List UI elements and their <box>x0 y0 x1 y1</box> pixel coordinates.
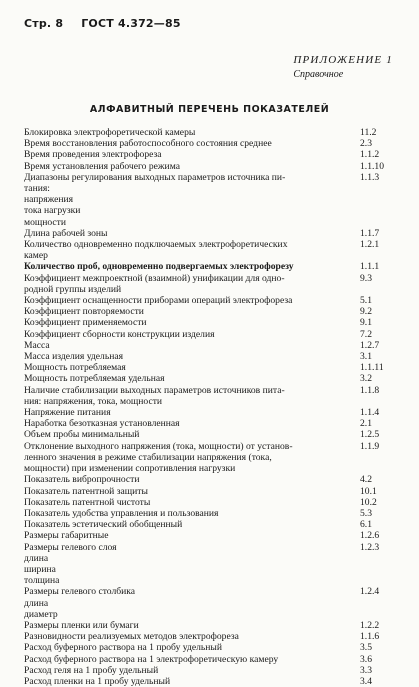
list-item <box>24 564 402 575</box>
standard-code: ГОСТ 4.372—85 <box>81 17 181 30</box>
indicator-term-line: Время восстановления работоспособного состояния среднее <box>24 138 272 150</box>
list-item <box>24 340 402 351</box>
indicator-code: 1.2.2 <box>360 619 380 631</box>
indicator-term-line: Коэффициент межпроектной (взаимной) унификации для одно- <box>24 272 285 284</box>
indicator-term-line: Показатель эстетический обобщенный <box>24 519 183 531</box>
indicator-term <box>24 676 360 687</box>
indicator-term-line: ширина <box>24 563 56 575</box>
indicator-code: 4.2 <box>360 474 372 486</box>
indicator-term-line: Количество одновременно подключаемых электрофоретических <box>24 239 288 251</box>
indicator-term-line: диаметр <box>24 608 58 620</box>
list-item <box>24 665 402 676</box>
indicator-term-line: Масса изделия удельная <box>24 351 124 363</box>
list-item <box>24 676 402 687</box>
list-item <box>24 508 402 519</box>
indicator-term <box>24 340 360 351</box>
indicator-code: 9.1 <box>360 317 372 329</box>
indicator-code: 10.2 <box>360 496 377 508</box>
indicator-term-line: Расход пленки на 1 пробу удельный <box>24 675 171 687</box>
list-item <box>24 329 402 340</box>
list-item <box>24 295 402 306</box>
indicator-term-line: Расход геля на 1 пробу удельный <box>24 664 159 676</box>
indicator-term <box>24 239 360 261</box>
list-item <box>24 609 402 620</box>
indicator-code: 1.1.10 <box>360 160 384 172</box>
indicator-code: 1.1.4 <box>360 407 380 419</box>
list-item <box>24 149 402 160</box>
indicator-term-line: Показатель патентной защиты <box>24 485 148 497</box>
indicator-term-line: Длина рабочей зоны <box>24 227 108 239</box>
indicator-term-line: Блокировка электрофоретической камеры <box>24 127 196 138</box>
indicator-term <box>24 564 360 575</box>
indicator-term <box>24 362 360 373</box>
indicator-code: 1.1.6 <box>360 631 380 643</box>
indicator-list <box>24 127 402 687</box>
indicator-code: 3.3 <box>360 664 372 676</box>
page-title: АЛФАВИТНЫЙ ПЕРЕЧЕНЬ ПОКАЗАТЕЛЕЙ <box>89 104 330 115</box>
indicator-code: 1.2.5 <box>360 429 380 441</box>
indicator-term <box>24 530 360 541</box>
indicator-term-line: напряжения <box>24 194 74 206</box>
list-item <box>24 161 402 172</box>
indicator-term-line: Коэффициент применяемости <box>24 317 147 329</box>
page-header <box>24 17 181 30</box>
indicator-code: 1.2.4 <box>360 586 380 598</box>
indicator-term-line: Размеры габаритные <box>24 530 109 542</box>
indicator-term <box>24 407 360 418</box>
list-item <box>24 273 402 295</box>
list-item <box>24 553 402 564</box>
indicator-code: 1.1.3 <box>360 171 380 183</box>
indicator-code: 1.1.7 <box>360 227 380 239</box>
indicator-term <box>24 441 360 475</box>
appendix-label <box>293 54 393 80</box>
indicator-term <box>24 586 360 597</box>
indicator-term-line: Размеры гелевого столбика <box>24 586 136 598</box>
indicator-term <box>24 553 360 564</box>
indicator-term-line: Время проведения электрофореза <box>24 149 162 161</box>
indicator-code: 10.1 <box>360 485 377 497</box>
list-item <box>24 654 402 665</box>
indicator-term <box>24 127 360 138</box>
indicator-term <box>24 228 360 239</box>
indicator-term <box>24 295 360 306</box>
indicator-term-line: Коэффициент повторяемости <box>24 306 144 318</box>
indicator-term <box>24 205 360 216</box>
indicator-term <box>24 261 360 272</box>
list-item <box>24 631 402 642</box>
indicator-term <box>24 351 360 362</box>
list-item <box>24 586 402 597</box>
indicator-term <box>24 609 360 620</box>
indicator-code: 9.3 <box>360 272 372 284</box>
indicator-code: 3.2 <box>360 373 372 385</box>
list-item <box>24 407 402 418</box>
list-item <box>24 620 402 631</box>
list-item <box>24 194 402 205</box>
indicator-term-line: Размеры пленки или бумаги <box>24 619 139 631</box>
indicator-term <box>24 598 360 609</box>
indicator-term-line: тока нагрузки <box>24 205 81 217</box>
indicator-term <box>24 306 360 317</box>
indicator-code: 11.2 <box>360 127 377 138</box>
indicator-code: 1.2.3 <box>360 541 380 553</box>
indicator-code: 2.3 <box>360 138 372 150</box>
indicator-code: 1.2.6 <box>360 530 380 542</box>
indicator-term-line: Показатель патентной чистоты <box>24 496 151 508</box>
indicator-term <box>24 519 360 530</box>
indicator-term-line: Мощность потребляемая <box>24 362 126 374</box>
indicator-term-line: ленного значения в режиме стабилизации напряжения (тока, <box>24 451 272 463</box>
appendix-title: ПРИЛОЖЕНИЕ 1 <box>293 54 393 66</box>
indicator-term-line: Напряжение питания <box>24 407 111 419</box>
indicator-term-line: Размеры гелевого слоя <box>24 541 117 553</box>
indicator-term <box>24 642 360 653</box>
indicator-term <box>24 418 360 429</box>
indicator-code: 1.1.9 <box>360 440 380 452</box>
indicator-code: 1.1.1 <box>360 261 380 273</box>
indicator-term <box>24 542 360 553</box>
indicator-term <box>24 329 360 340</box>
list-item <box>24 317 402 328</box>
list-item <box>24 474 402 485</box>
indicator-code: 1.1.8 <box>360 384 380 396</box>
list-item <box>24 642 402 653</box>
indicator-term <box>24 373 360 384</box>
indicator-term <box>24 497 360 508</box>
indicator-term <box>24 486 360 497</box>
list-item <box>24 373 402 384</box>
list-item <box>24 441 402 475</box>
indicator-code: 1.2.1 <box>360 239 380 251</box>
indicator-term-line: мощности) при изменении сопротивления нагрузки <box>24 463 236 475</box>
indicator-term-line: Расход буферного раствора на 1 пробу удельный <box>24 642 222 654</box>
indicator-term <box>24 665 360 676</box>
indicator-term <box>24 161 360 172</box>
list-item <box>24 542 402 553</box>
list-item <box>24 530 402 541</box>
indicator-code: 3.4 <box>360 675 372 687</box>
indicator-term <box>24 474 360 485</box>
indicator-term-line: ния: напряжения, тока, мощности <box>24 395 163 407</box>
indicator-code: 3.6 <box>360 653 372 665</box>
appendix-subtitle: Справочное <box>293 69 344 80</box>
list-item <box>24 351 402 362</box>
indicator-term-line: Коэффициент оснащенности приборами операций электрофореза <box>24 295 293 307</box>
indicator-code: 6.1 <box>360 519 372 531</box>
list-item <box>24 138 402 149</box>
indicator-code: 9.2 <box>360 306 372 318</box>
indicator-term-line: Объем пробы минимальный <box>24 429 140 441</box>
indicator-term <box>24 317 360 328</box>
indicator-code: 2.1 <box>360 418 372 430</box>
indicator-code: 7.2 <box>360 328 372 340</box>
indicator-term <box>24 575 360 586</box>
indicator-term-line: толщина <box>24 575 60 587</box>
indicator-term <box>24 620 360 631</box>
list-item <box>24 575 402 586</box>
indicator-term-line: Наработка безотказная установленная <box>24 418 180 430</box>
page-number: Стр. 8 <box>24 17 64 30</box>
indicator-term <box>24 172 360 194</box>
list-item <box>24 598 402 609</box>
indicator-code: 5.3 <box>360 507 372 519</box>
indicator-term-line: Показатель вибропрочности <box>24 474 140 486</box>
indicator-term <box>24 631 360 642</box>
indicator-term <box>24 654 360 665</box>
indicator-code: 3.5 <box>360 642 372 654</box>
indicator-term-line: камер <box>24 250 48 262</box>
indicator-term-line: тания: <box>24 183 50 195</box>
indicator-term <box>24 273 360 295</box>
indicator-term-line: Показатель удобства управления и пользования <box>24 507 219 519</box>
indicator-term-line: Коэффициент сборности конструкции изделия <box>24 328 215 340</box>
indicator-code: 1.1.11 <box>360 362 384 374</box>
indicator-term <box>24 508 360 519</box>
list-item <box>24 519 402 530</box>
indicator-term-line: родной группы изделий <box>24 283 122 295</box>
indicator-term-line: длина <box>24 552 49 564</box>
indicator-code: 5.1 <box>360 295 372 307</box>
list-item <box>24 261 402 272</box>
list-item <box>24 217 402 228</box>
list-item <box>24 486 402 497</box>
indicator-term <box>24 385 360 407</box>
list-item <box>24 228 402 239</box>
list-item <box>24 418 402 429</box>
indicator-term-line: Разновидности реализуемых методов электрофореза <box>24 631 239 643</box>
indicator-term-line: Расход буферного раствора на 1 электрофоретическую камеру <box>24 653 279 665</box>
indicator-code: 1.1.2 <box>360 149 380 161</box>
list-item <box>24 239 402 261</box>
list-item <box>24 127 402 138</box>
indicator-term <box>24 149 360 160</box>
list-item <box>24 362 402 373</box>
indicator-term-line: Мощность потребляемая удельная <box>24 373 165 385</box>
indicator-term <box>24 194 360 205</box>
list-item <box>24 306 402 317</box>
indicator-code: 1.2.7 <box>360 339 380 351</box>
list-item <box>24 429 402 440</box>
list-item <box>24 385 402 407</box>
list-item <box>24 172 402 194</box>
indicator-term-line: длина <box>24 597 49 609</box>
indicator-term-line: мощности <box>24 216 67 228</box>
indicator-term-line: Количество проб, одновременно подвергаемых электрофорезу <box>24 261 294 273</box>
indicator-term-line: Отклонение выходного напряжения (тока, мощности) от установ- <box>24 440 293 452</box>
indicator-term-line: Время установления рабочего режима <box>24 160 180 172</box>
indicator-term <box>24 217 360 228</box>
indicator-term <box>24 429 360 440</box>
indicator-term-line: Масса <box>24 339 50 351</box>
indicator-term <box>24 138 360 149</box>
indicator-term-line: Наличие стабилизации выходных параметров источников пита- <box>24 384 285 396</box>
list-item <box>24 497 402 508</box>
indicator-term-line: Диапазоны регулирования выходных параметров источника пи- <box>24 171 286 183</box>
indicator-code: 3.1 <box>360 351 372 363</box>
list-item <box>24 205 402 216</box>
